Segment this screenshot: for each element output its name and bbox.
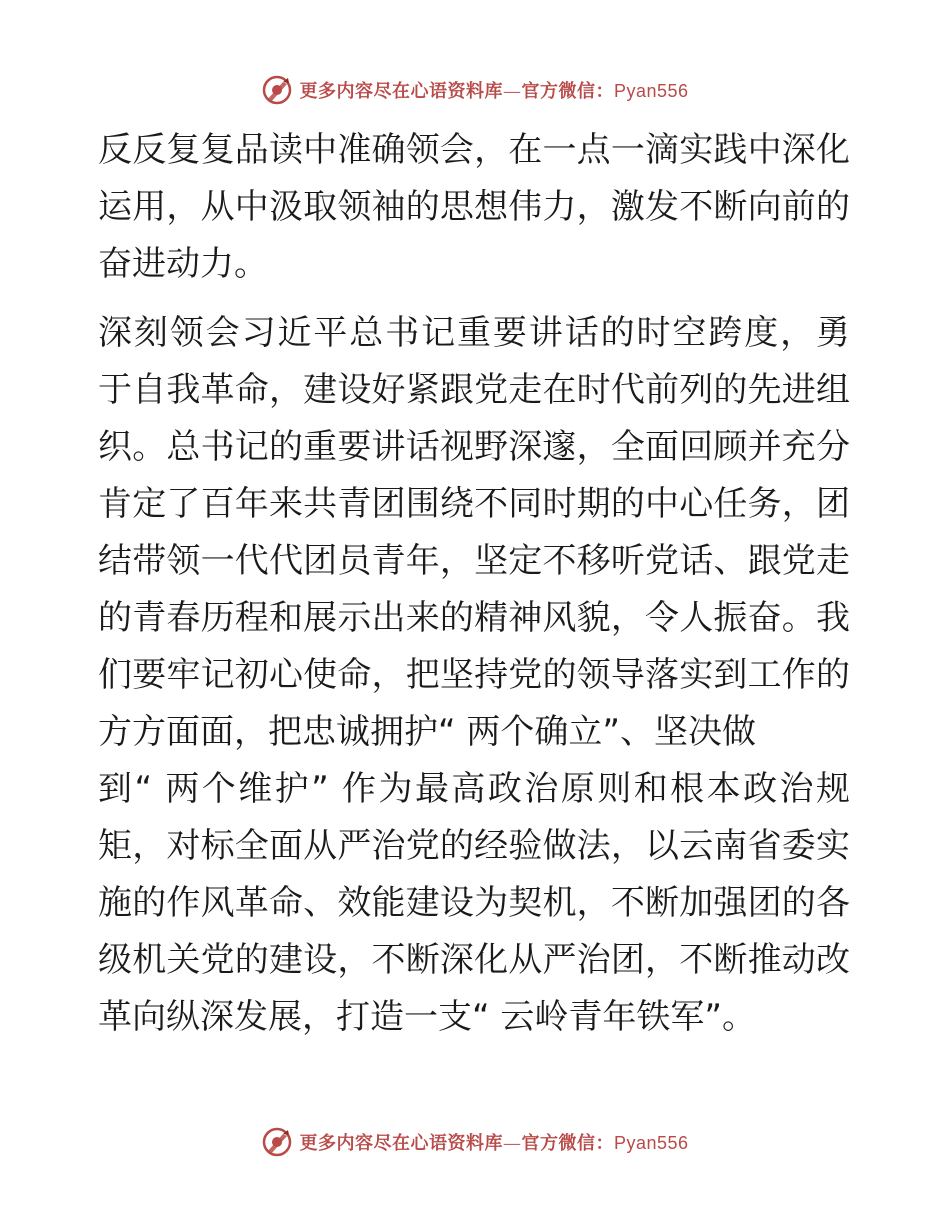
paragraph-2 [98,305,850,1046]
watermark-main-text: 更多内容尽在心语资料库 [299,1133,503,1154]
paragraph-line: 矩，对标全面从严治党的经验做法，以云南省委实 [98,826,850,866]
paragraph-line: 深刻领会习近平总书记重要讲话的时空跨度，勇 [98,313,850,353]
paragraph-line: 的青春历程和展示出来的精神风貌，令人振奋。我 [98,598,850,638]
watermark-wechat-id: Pyan556 [613,81,689,101]
watermark-dash: — [502,81,522,102]
watermark-wechat-label: 官方微信： [521,81,614,102]
paragraph-line: 到“ 两个维护” 作为最高政治原则和根本政治规 [98,769,850,809]
header-watermark [0,70,950,110]
paragraph-line: 级机关党的建设，不断深化从严治团，不断推动改 [98,940,850,980]
paragraph-line: 织。总书记的重要讲话视野深邃，全面回顾并充分 [98,427,850,467]
watermark-wechat-id: Pyan556 [613,1133,689,1153]
pen-logo-icon [261,74,293,106]
paragraph-line: 结带领一代代团员青年，坚定不移听党话、跟党走 [98,541,850,581]
paragraph-line: 方方面面，把忠诚拥护“ 两个确立”、坚决做 [98,712,757,752]
document-body [98,122,850,1046]
paragraph-1 [98,122,850,293]
paragraph-line: 肯定了百年来共青团围绕不同时期的中心任务，团 [98,484,850,524]
watermark-main-text: 更多内容尽在心语资料库 [299,81,503,102]
footer-watermark [0,1122,950,1162]
paragraph-line: 运用，从中汲取领袖的思想伟力，激发不断向前的 [98,187,850,227]
paragraph-line: 反反复复品读中准确领会，在一点一滴实践中深化 [98,130,850,170]
paragraph-line: 于自我革命，建设好紧跟党走在时代前列的先进组 [98,370,850,410]
paragraph-line: 奋进动力。 [98,244,268,284]
paragraph-line: 施的作风革命、效能建设为契机，不断加强团的各 [98,883,850,923]
paragraph-line: 革向纵深发展，打造一支“ 云岭青年铁军”。 [98,997,757,1037]
watermark-wechat-label: 官方微信： [521,1133,614,1154]
paragraph-line: 们要牢记初心使命，把坚持党的领导落实到工作的 [98,655,850,695]
watermark-dash: — [502,1133,522,1154]
pen-logo-icon [261,1126,293,1158]
